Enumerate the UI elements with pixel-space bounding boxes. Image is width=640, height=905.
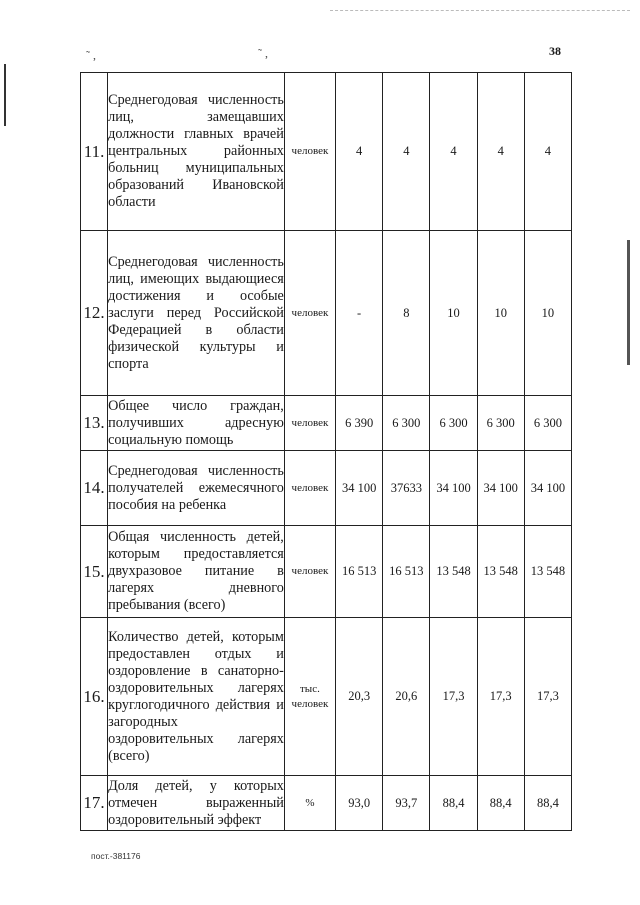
value-cell: 10 [477, 231, 524, 396]
unit-cell: тыс. человек [284, 618, 335, 776]
row-number: 14. [81, 451, 108, 526]
indicator-name: Доля детей, у которых отмечен выраженный оздоровительный эффект [108, 776, 285, 831]
row-number: 15. [81, 526, 108, 618]
value-cell: 93,7 [383, 776, 430, 831]
unit-cell: человек [284, 451, 335, 526]
indicator-name: Среднегодовая численность лиц, имеющих выдающиеся достижения и особые заслуги перед Российской Федерацией в области физической культуры и спорта [108, 231, 285, 396]
row-number: 12. [81, 231, 108, 396]
value-cell: 6 390 [336, 396, 383, 451]
value-cell: 16 513 [383, 526, 430, 618]
value-cell: 88,4 [430, 776, 477, 831]
value-cell: 6 300 [383, 396, 430, 451]
value-cell: 4 [430, 73, 477, 231]
value-cell: 4 [477, 73, 524, 231]
value-cell: 13 548 [524, 526, 571, 618]
value-cell: 10 [524, 231, 571, 396]
row-number: 11. [81, 73, 108, 231]
value-cell: 17,3 [524, 618, 571, 776]
value-cell: 20,6 [383, 618, 430, 776]
value-cell: 34 100 [524, 451, 571, 526]
value-cell: 4 [336, 73, 383, 231]
value-cell: 17,3 [430, 618, 477, 776]
value-cell: 4 [383, 73, 430, 231]
value-cell: - [336, 231, 383, 396]
table-row [81, 396, 572, 451]
table-row [81, 526, 572, 618]
indicator-name: Общее число граждан, получивших адресную социальную помощь [108, 396, 285, 451]
indicator-name: Среднегодовая численность получателей ежемесячного пособия на ребенка [108, 451, 285, 526]
table-row [81, 451, 572, 526]
value-cell: 93,0 [336, 776, 383, 831]
value-cell: 6 300 [524, 396, 571, 451]
unit-cell: человек [284, 73, 335, 231]
row-number: 17. [81, 776, 108, 831]
value-cell: 37633 [383, 451, 430, 526]
unit-cell: % [284, 776, 335, 831]
indicator-name: Среднегодовая численность лиц, замещавших должности главных врачей центральных районных больниц муниципальных образований Ивановской области [108, 73, 285, 231]
scan-specks-left: ˜ , [86, 48, 96, 62]
row-number: 13. [81, 396, 108, 451]
unit-cell: человек [284, 396, 335, 451]
value-cell: 16 513 [336, 526, 383, 618]
table-row [81, 231, 572, 396]
indicator-name: Количество детей, которым предоставлен отдых и оздоровление в санаторно-оздоровительных лагерях круглогодичного действия и загородных оздоровительных лагерях (всего) [108, 618, 285, 776]
value-cell: 6 300 [430, 396, 477, 451]
value-cell: 4 [524, 73, 571, 231]
table-row [81, 776, 572, 831]
indicators-table [80, 72, 572, 831]
unit-cell: человек [284, 231, 335, 396]
value-cell: 34 100 [477, 451, 524, 526]
indicator-name: Общая численность детей, которым предоставляется двухразовое питание в лагерях дневного пребывания (всего) [108, 526, 285, 618]
value-cell: 20,3 [336, 618, 383, 776]
value-cell: 34 100 [336, 451, 383, 526]
page-number: 38 [549, 44, 561, 58]
scan-mark-right [627, 240, 630, 365]
scan-mark-left [4, 64, 6, 126]
value-cell: 88,4 [524, 776, 571, 831]
value-cell: 34 100 [430, 451, 477, 526]
value-cell: 17,3 [477, 618, 524, 776]
value-cell: 13 548 [477, 526, 524, 618]
scan-specks-mid: ˜ , [258, 46, 268, 60]
value-cell: 8 [383, 231, 430, 396]
document-footer: пост.-381176 [91, 851, 141, 861]
table-row [81, 73, 572, 231]
table-row [81, 618, 572, 776]
value-cell: 88,4 [477, 776, 524, 831]
scan-dash-line [330, 10, 630, 11]
value-cell: 10 [430, 231, 477, 396]
value-cell: 6 300 [477, 396, 524, 451]
unit-cell: человек [284, 526, 335, 618]
value-cell: 13 548 [430, 526, 477, 618]
row-number: 16. [81, 618, 108, 776]
